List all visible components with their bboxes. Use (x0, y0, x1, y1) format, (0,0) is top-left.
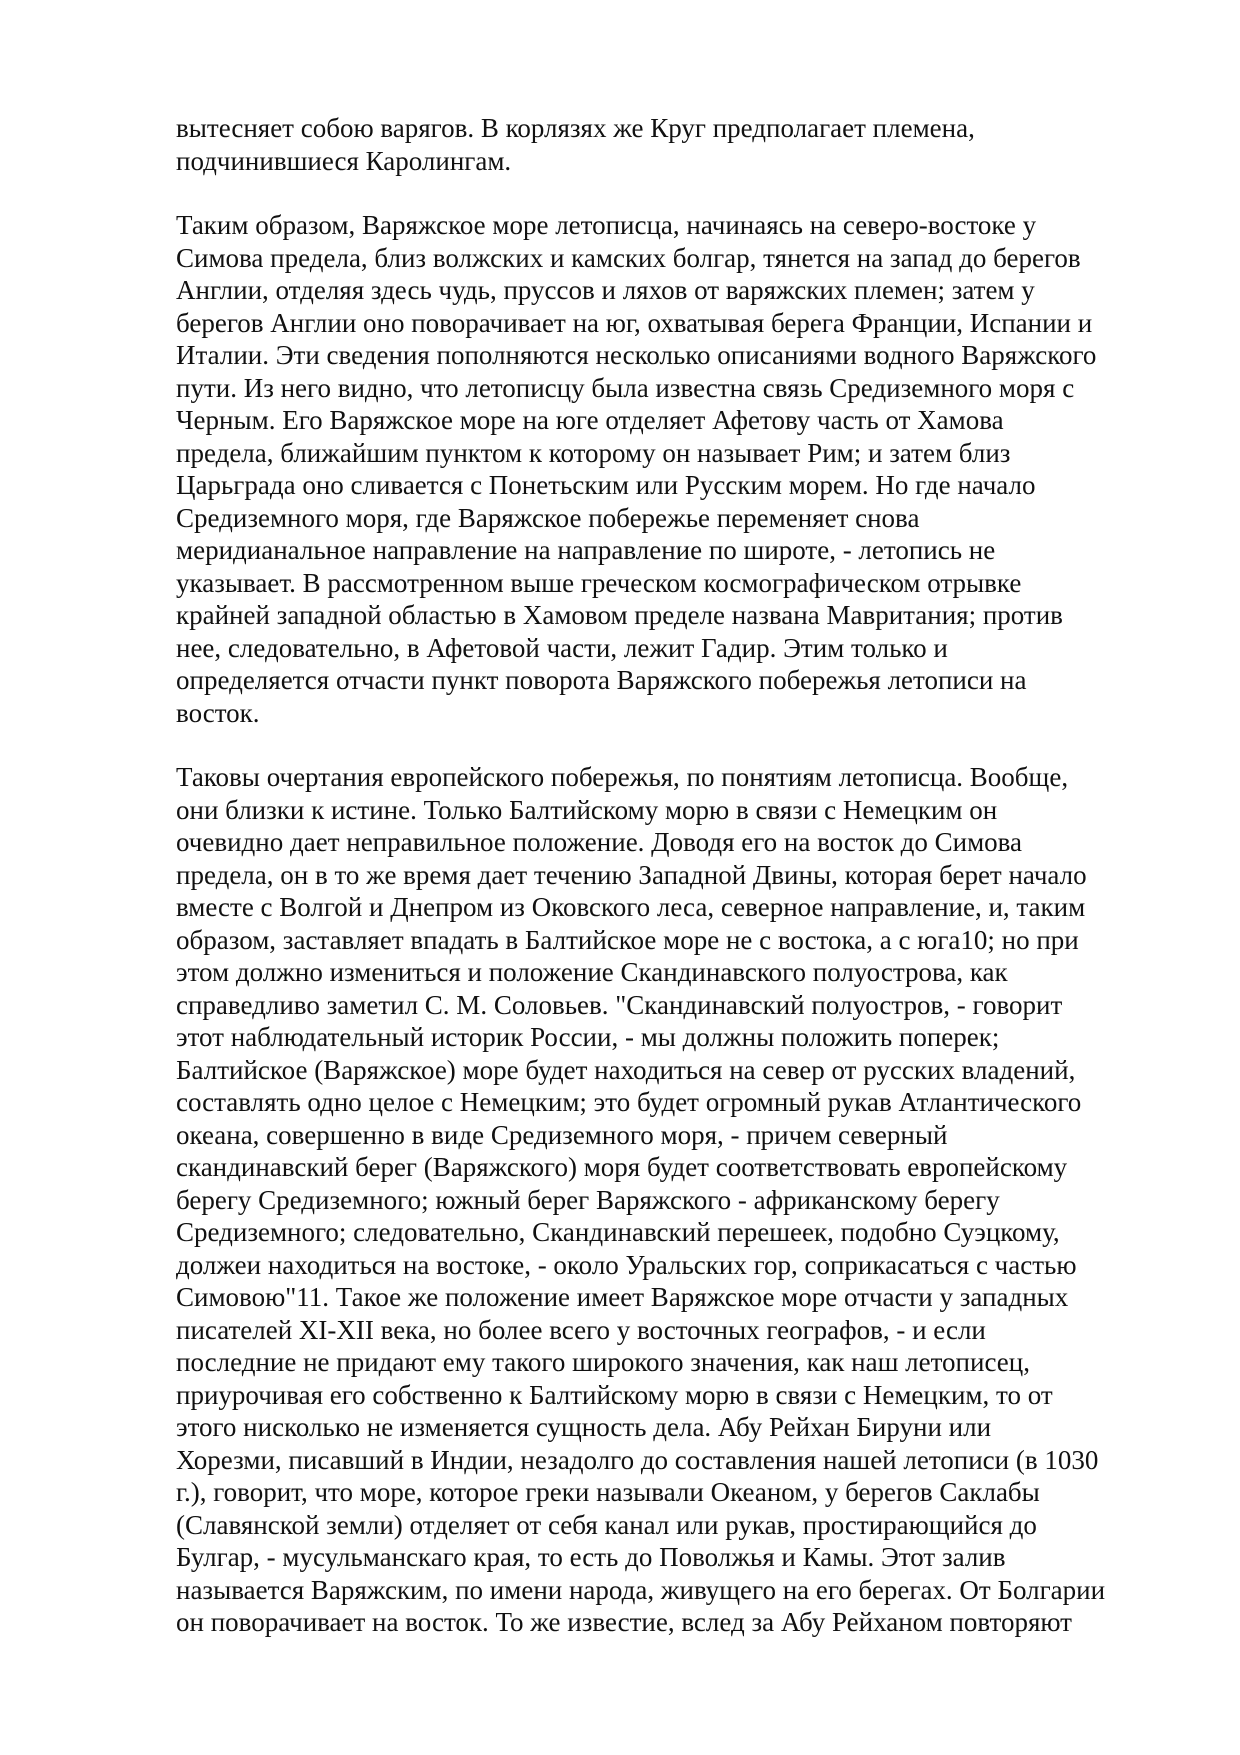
text-line: г.), говорит, что море, которое греки называли Океаном, у берегов Саклабы (176, 1477, 1040, 1507)
text-line: подчинившиеся Каролингам. (176, 145, 512, 176)
text-line: Англии, отделяя здесь чудь, пруссов и ляхов от варяжских племен; затем у (176, 275, 1035, 305)
paragraph-3 (176, 761, 1176, 1639)
text-line: Булгар, - мусульманскаго края, то есть до Поволжья и Камы. Этот залив (176, 1542, 1006, 1572)
text-line: писателей XI-XII века, но более всего у восточных географов, - и если (176, 1314, 986, 1345)
text-line: предела, ближайшим пунктом к которому он называет Рим; и затем близ (176, 437, 1011, 468)
text-line: скандинавский берег (Варяжского) моря будет соответствовать европейскому (176, 1152, 1068, 1182)
text-line: последние не придают ему такого широкого значения, как наш летописец, (176, 1347, 1030, 1377)
text-line: нее, следовательно, в Афетовой части, лежит Гадир. Этим только и (176, 632, 948, 663)
text-line: вытесняет собою варягов. В корлязях же Круг предполагает племена, (176, 113, 975, 143)
text-line: этот наблюдательный историк России, - мы должны положить поперек; (176, 1022, 1000, 1052)
text-line: Хорезми, писавший в Индии, незадолго до составления нашей летописи (в 1030 (176, 1444, 1099, 1475)
text-line: крайней западной областью в Хамовом пределе названа Мавритания; против (176, 600, 1063, 630)
text-line: этом должно измениться и положение Скандинавского полуострова, как (176, 957, 1008, 987)
text-line: Средиземного моря, где Варяжское побережье переменяет снова (176, 502, 920, 533)
text-line: меридианальное направление на направление по широте, - летопись не (176, 535, 996, 565)
text-line: справедливо заметил С. М. Соловьев. "Скандинавский полуостров, - говорит (176, 989, 1063, 1020)
text-line: Италии. Эти сведения пополняются несколько описаниями водного Варяжского (176, 340, 1097, 370)
text-line: этого нисколько не изменяется сущность дела. Абу Рейхан Бируни или (176, 1412, 992, 1442)
text-line: предела, он в то же время дает течению Западной Двины, которая берет начало (176, 859, 1087, 890)
text-line: должеи находиться на востоке, - около Уральских гор, соприкасаться с частью (176, 1249, 1077, 1280)
text-line: приурочивая его собственно к Балтийскому морю в связи с Немецким, то от (176, 1379, 1053, 1410)
text-line: берегу Средиземного; южный берег Варяжского - африканскому берегу (176, 1184, 1000, 1215)
text-line: берегов Англии оно поворачивает на юг, охватывая берега Франции, Испании и (176, 307, 1093, 338)
text-line: Таковы очертания европейского побережья, по понятиям летописца. Вообще, (176, 762, 1069, 792)
text-line: определяется отчасти пункт поворота Варяжского побережья летописи на (176, 665, 1027, 695)
text-line: Царьграда оно сливается с Понетьским или Русским морем. Но где начало (176, 470, 1036, 500)
text-line: указывает. В рассмотренном выше греческом космографическом отрывке (176, 567, 1022, 598)
text-line: вместе с Волгой и Днепром из Оковского леса, северное направление, и, таким (176, 892, 1086, 922)
text-line: Балтийское (Варяжское) море будет находиться на север от русских владений, (176, 1054, 1076, 1085)
paragraph-2 (176, 209, 1176, 729)
text-line: они близки к истине. Только Балтийскому морю в связи с Немецким он (176, 794, 998, 825)
text-line: восток. (176, 697, 260, 728)
text-line: образом, заставляет впадать в Балтийское море не с востока, а с юга10; но при (176, 924, 1079, 955)
text-line: Симовою"11. Такое же положение имеет Варяжское море отчасти у западных (176, 1282, 1069, 1312)
text-line: Средиземного; следовательно, Скандинавский перешеек, подобно Суэцкому, (176, 1217, 1060, 1247)
text-line: Черным. Его Варяжское море на юге отделяет Афетову часть от Хамова (176, 405, 1004, 435)
text-line: океана, совершенно в виде Средиземного моря, - причем северный (176, 1119, 948, 1150)
text-line: очевидно дает неправильное положение. Доводя его на восток до Симова (176, 827, 1023, 857)
text-line: Симова предела, близ волжских и камских болгар, тянется на запад до берегов (176, 242, 1081, 273)
document-page (176, 112, 1176, 1671)
text-line: Таким образом, Варяжское море летописца, начинаясь на северо-востоке у (176, 210, 1037, 240)
text-line: (Славянской земли) отделяет от себя канал или рукав, простирающийся до (176, 1509, 1037, 1540)
text-line: составлять одно целое с Немецким; это будет огромный рукав Атлантического (176, 1087, 1082, 1117)
text-line: он поворачивает на восток. То же известие, вслед за Абу Рейханом повторяют (176, 1607, 1072, 1637)
text-line: называется Варяжским, по имени народа, живущего на его берегах. От Болгарии (176, 1574, 1106, 1605)
paragraph-1 (176, 112, 1176, 177)
text-line: пути. Из него видно, что летописцу была известна связь Средиземного моря с (176, 372, 1075, 403)
